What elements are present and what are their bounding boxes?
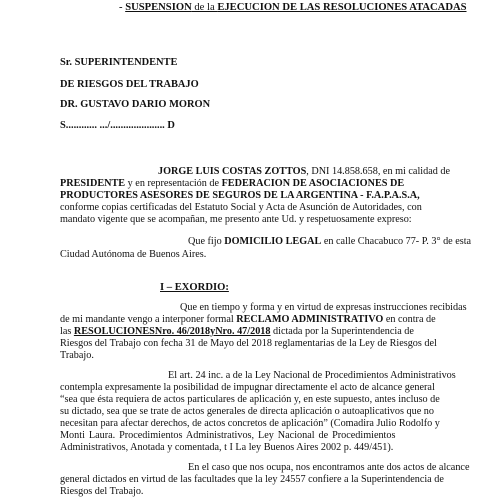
address-line-3: DR. GUSTAVO DARIO MORON (60, 99, 211, 110)
intro-text-b: y en representación de (125, 178, 222, 189)
p1-line-2 (60, 314, 436, 326)
heading-de-la: de la (191, 2, 218, 13)
p1-line-4: Riesgos del Trabajo con fecha 31 de Mayo del 2018 reglamentarias de la Ley de Riesgos del (60, 338, 437, 349)
section-title: I – EXORDIO: (160, 282, 229, 293)
intro-line-4: conforme copias certificadas del Estatuto Social y Acta de Asunción de Autoridades, con (60, 202, 422, 213)
p1-text-a: de mi mandante vengo a interponer formal (60, 314, 237, 325)
p2-line-5: necesitan para afectar derechos, de actos concretos de aplicación” (Comadira Julio Rodolfo y (60, 418, 440, 429)
domicilio-text-b: en calle Chacabuco 77- P. 3° de esta (321, 236, 472, 247)
p3-line-2: general dictados en virtud de las facultades que la ley 24557 confiere a la Superintendencia de (60, 474, 444, 485)
address-line-2: DE RIESGOS DEL TRABAJO (60, 79, 199, 90)
intro-line-1 (158, 166, 450, 178)
p2-line-1: El art. 24 inc. a de la Ley Nacional de Procedimientos Administrativos (168, 370, 456, 381)
p1-text-c: en contra de (383, 314, 436, 325)
p3-line-1: En el caso que nos ocupa, nos encontramos ante dos actos de alcance (188, 462, 470, 473)
resoluciones-ref: RESOLUCIONESNro. 46/2018yNro. 47/2018 (73, 326, 271, 337)
role-presidente: PRESIDENTE (60, 178, 126, 189)
p3-line-3: Riesgos del Trabajo. (60, 486, 144, 497)
address-line-1: Sr. SUPERINTENDENTE (60, 57, 178, 68)
reclamo-administrativo: RECLAMO ADMINISTRATIVO (236, 314, 384, 325)
p1-line-5: Trabajo. (60, 350, 94, 361)
domicilio-legal: DOMICILIO LEGAL (224, 236, 322, 247)
p2-line-6: Monti Laura. Procedimientos Administrativos, Ley Nacional de Procedimientos (60, 430, 396, 441)
heading-dash: - (119, 2, 126, 13)
p1-line-3 (60, 326, 414, 338)
heading-ejecucion: EJECUCION DE LAS RESOLUCIONES ATACADAS (217, 2, 467, 13)
signer-name: JORGE LUIS COSTAS ZOTTOS (158, 166, 307, 177)
intro-line-2 (60, 178, 404, 190)
intro-line-5: mandato vigente que se acompañan, me presento ante Ud. y respetuosamente expreso: (60, 214, 412, 225)
p1-text-las: las (60, 326, 74, 337)
domicilio-text-a: Que fijo (188, 236, 225, 247)
p2-line-4: su dictado, sea que se trate de actos generales de directa aplicación o autoaplicativos que no (60, 406, 434, 417)
heading-suspension: SUSPENSION (125, 2, 192, 13)
heading (119, 2, 467, 14)
p1-text-dictada: dictada por la Superintendencia de (270, 326, 414, 337)
p2-line-3: “sea que ésta requiera de actos particulares de aplicación y, en este supuesto, antes incluso de (60, 394, 440, 405)
domicilio-line-1 (188, 236, 471, 248)
address-line-4: S............ .../..................... D (60, 120, 175, 131)
p2-line-2: contempla expresamente la posibilidad de impugnar directamente el acto de alcance general (60, 382, 435, 393)
p2-line-7: Administrativos, Anotada y comentada, t I La ley Buenos Aires 2002 p. 449/451). (60, 442, 394, 453)
federation-name-1: FEDERACION DE ASOCIACIONES DE (221, 178, 405, 189)
domicilio-line-2: Ciudad Autónoma de Buenos Aires. (60, 249, 207, 260)
federation-name-2: PRODUCTORES ASESORES DE SEGUROS DE LA ARGENTINA - F.A.P.A.S.A, (60, 190, 420, 201)
intro-text-a: , DNI 14.858.658, en mi calidad de (306, 166, 450, 177)
p1-line-1: Que en tiempo y forma y en virtud de expresas instrucciones recibidas (180, 302, 467, 313)
